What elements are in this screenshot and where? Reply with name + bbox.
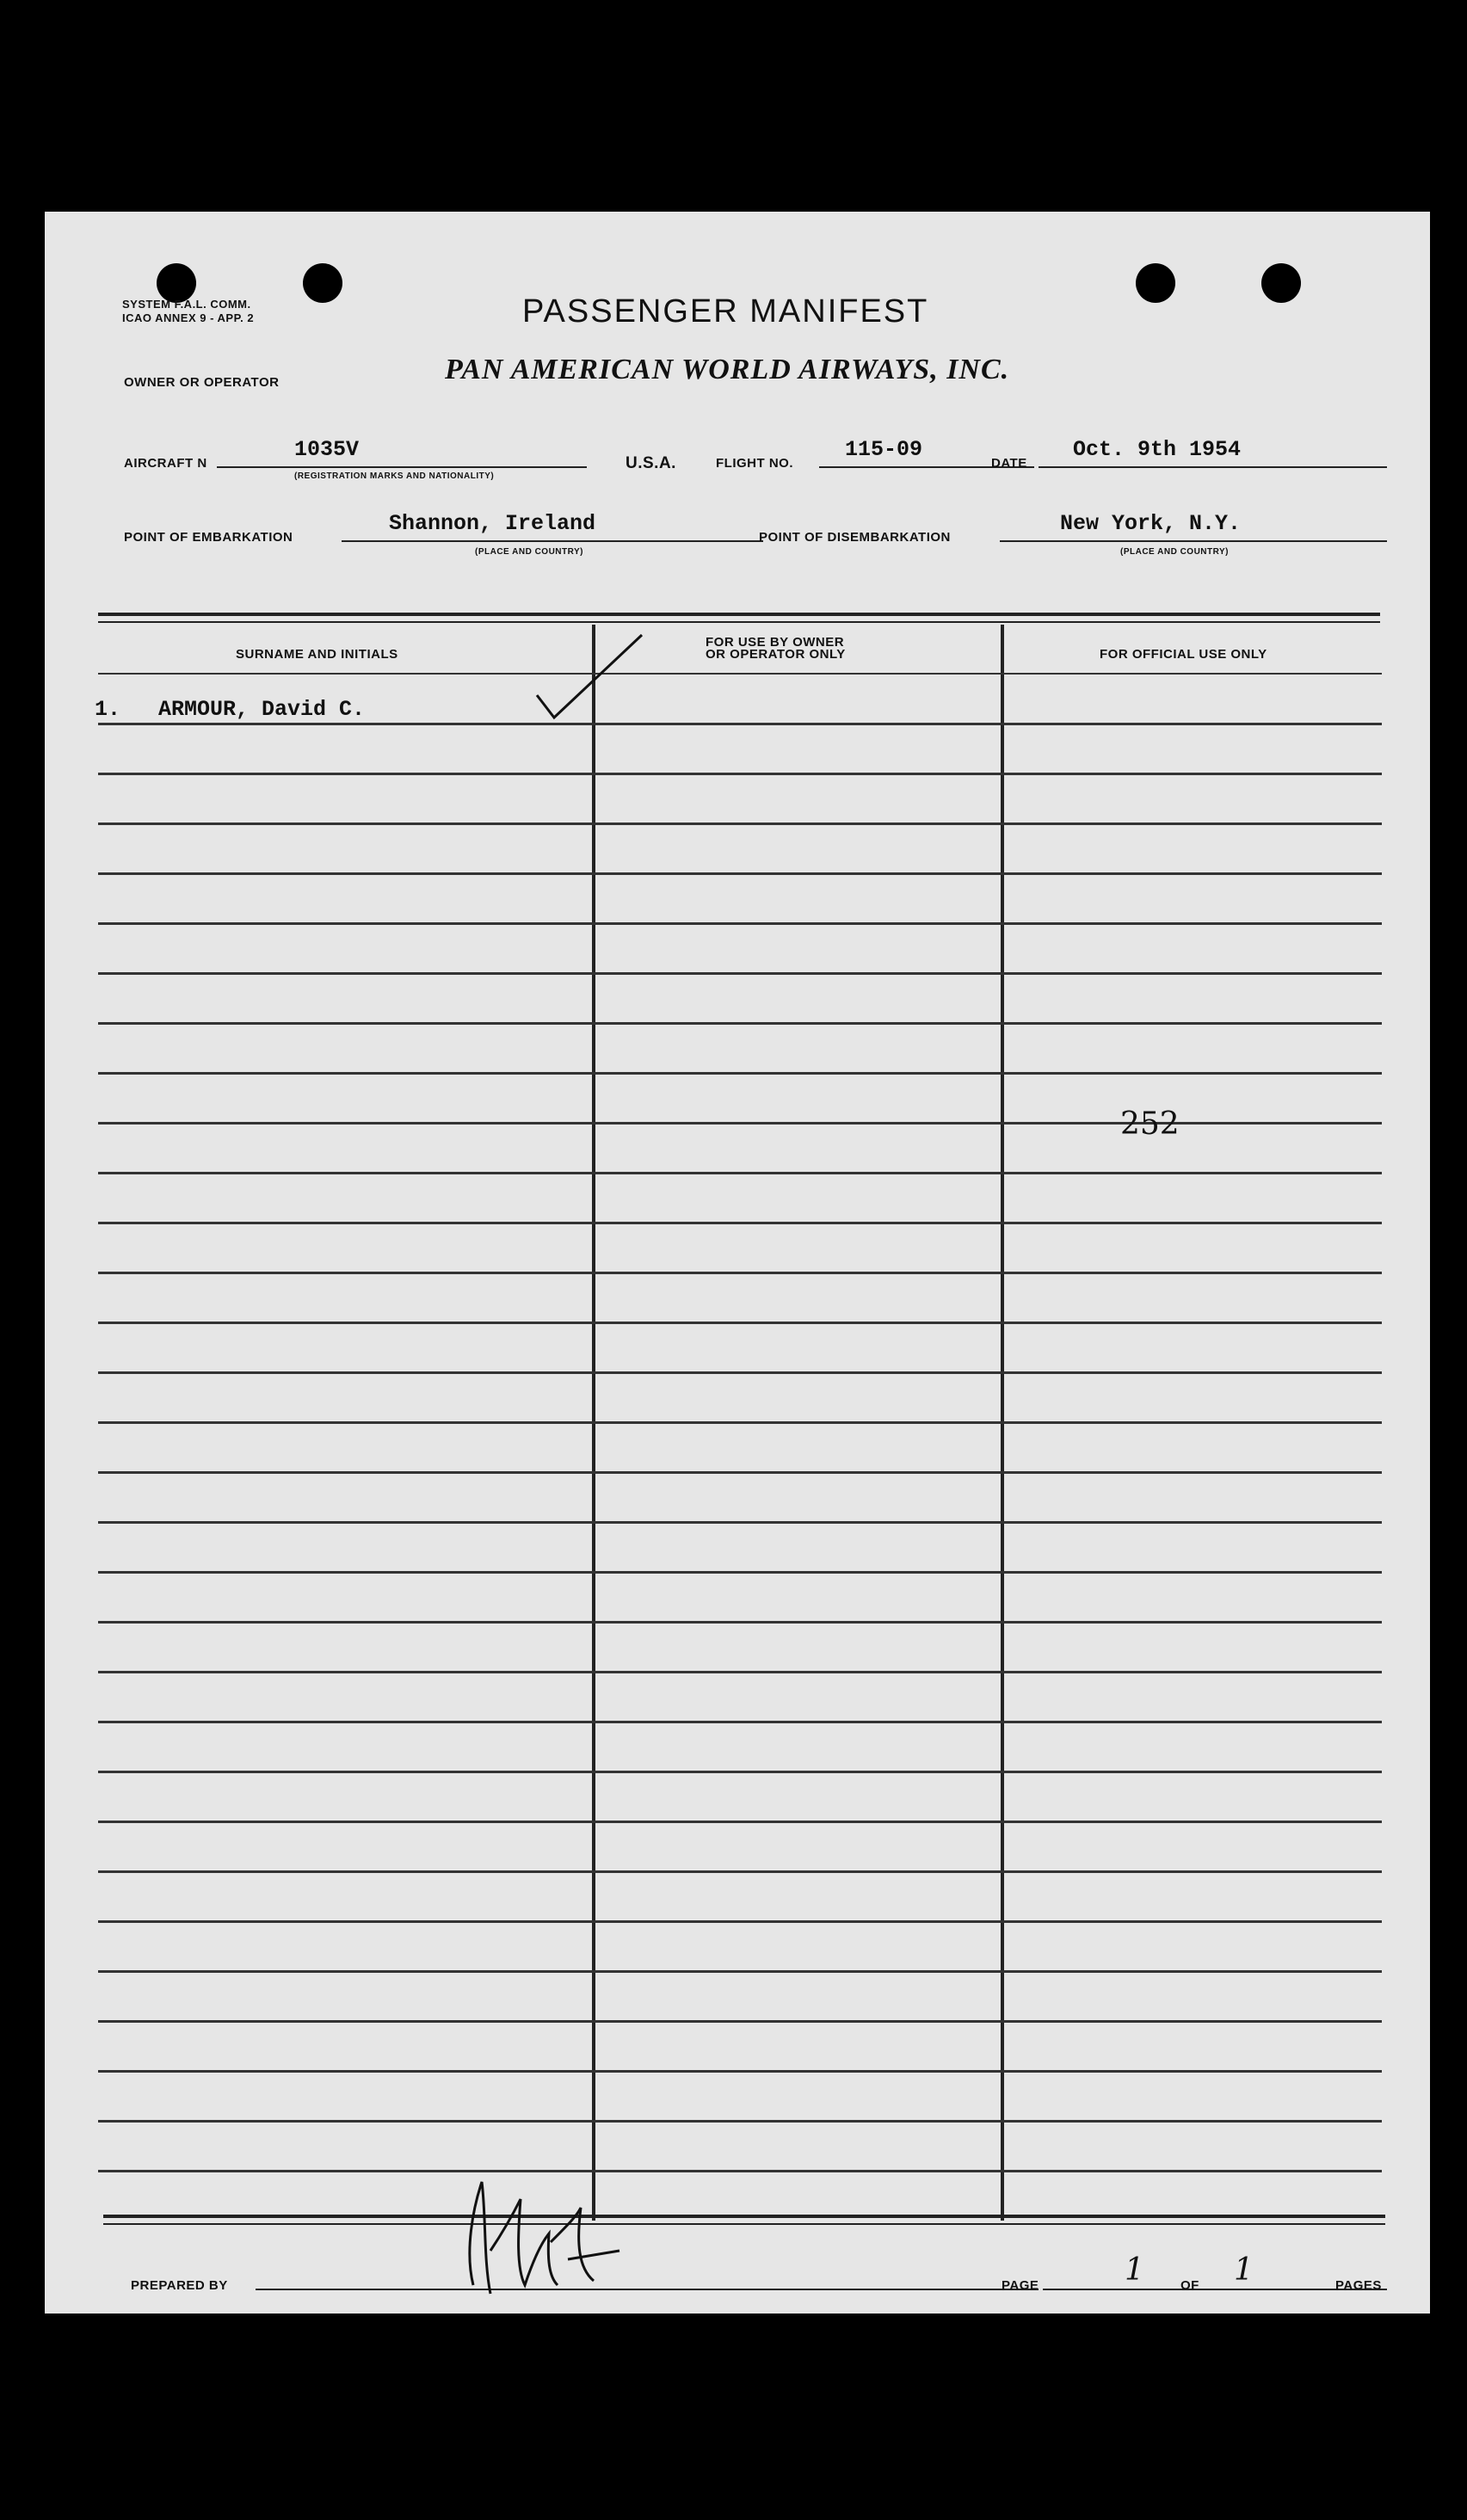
table-row-line	[98, 823, 1382, 825]
disembark-label: POINT OF DISEMBARKATION	[759, 530, 951, 545]
table-row-line	[98, 1222, 1382, 1224]
table-top-rule-2	[98, 621, 1380, 623]
system-note-line2: ICAO ANNEX 9 - APP. 2	[122, 311, 255, 324]
table-row-line	[98, 972, 1382, 975]
table-row-line	[98, 1521, 1382, 1524]
table-row-line	[98, 1920, 1382, 1923]
usa-label: U.S.A.	[626, 454, 676, 472]
table-row-line	[98, 872, 1382, 875]
entry-number: 1.	[95, 697, 121, 722]
flight-label: FLIGHT NO.	[716, 456, 793, 471]
owner-value: PAN AMERICAN WORLD AIRWAYS, INC.	[445, 354, 1010, 385]
table-row-line	[98, 1421, 1382, 1424]
date-value: Oct. 9th 1954	[1073, 437, 1242, 462]
page-title: PASSENGER MANIFEST	[522, 293, 929, 330]
embark-underline	[342, 540, 763, 542]
owner-label: OWNER OR OPERATOR	[124, 375, 280, 390]
table-bottom-rule-1	[103, 2215, 1385, 2218]
pages-label: PAGES	[1335, 2278, 1382, 2293]
table-row-line	[98, 1022, 1382, 1025]
disembark-sublabel: (PLACE AND COUNTRY)	[1120, 547, 1229, 557]
table-row-line	[98, 1671, 1382, 1673]
prepared-label: PREPARED BY	[131, 2278, 228, 2293]
official-number-stamp: 252	[1120, 1106, 1180, 1142]
embark-label: POINT OF EMBARKATION	[124, 530, 293, 545]
table-row-line	[98, 1771, 1382, 1773]
table-row-line	[98, 1172, 1382, 1174]
table-row-line	[98, 773, 1382, 775]
table-row-line	[98, 2170, 1382, 2172]
table-bottom-rule-2	[103, 2223, 1385, 2225]
col3-header: FOR OFFICIAL USE ONLY	[1100, 647, 1267, 662]
table-row-line	[98, 1122, 1382, 1124]
flight-value: 115-09	[845, 437, 923, 462]
table-row-line	[98, 2070, 1382, 2073]
table-row-line	[98, 1721, 1382, 1723]
system-note-line1: SYSTEM F.A.L. COMM.	[122, 298, 251, 311]
punch-hole-2	[303, 263, 342, 303]
table-top-rule-1	[98, 613, 1380, 616]
table-row-line	[98, 2020, 1382, 2023]
signature-icon	[447, 2156, 628, 2302]
aircraft-underline	[217, 466, 587, 468]
page-label: PAGE	[1002, 2278, 1039, 2293]
embark-sublabel: (PLACE AND COUNTRY)	[475, 547, 583, 557]
table-row-line	[98, 922, 1382, 925]
table-row-line	[98, 723, 1382, 725]
of-label: OF	[1180, 2278, 1199, 2293]
punch-hole-3	[1136, 263, 1175, 303]
col2-header-line2: OR OPERATOR ONLY	[706, 647, 846, 662]
table-row-line	[98, 1821, 1382, 1823]
prepared-underline	[256, 2289, 1039, 2290]
table-row-line	[98, 1371, 1382, 1374]
date-underline	[1039, 466, 1387, 468]
aircraft-value: 1035V	[294, 437, 360, 462]
table-row-line	[98, 673, 1382, 675]
table-row-line	[98, 1970, 1382, 1973]
table-row-line	[98, 1571, 1382, 1574]
table-row-line	[98, 1471, 1382, 1474]
manifest-sheet	[45, 212, 1430, 2314]
table-row-line	[98, 1072, 1382, 1075]
punch-hole-4	[1261, 263, 1301, 303]
disembark-value: New York, N.Y.	[1060, 511, 1242, 536]
table-row-line	[98, 1272, 1382, 1274]
embark-value: Shannon, Ireland	[389, 511, 596, 536]
table-row-line	[98, 1322, 1382, 1324]
aircraft-sublabel: (REGISTRATION MARKS AND NATIONALITY)	[294, 471, 495, 481]
table-row-line	[98, 2120, 1382, 2123]
page-value: 1	[1125, 2252, 1144, 2288]
table-row-line	[98, 1621, 1382, 1624]
date-label: DATE	[991, 456, 1027, 471]
entry-name: ARMOUR, David C.	[158, 697, 366, 722]
col2-header-line1: FOR USE BY OWNER	[706, 635, 845, 650]
col1-header: SURNAME AND INITIALS	[236, 647, 398, 662]
aircraft-label: AIRCRAFT N	[124, 456, 207, 471]
disembark-underline	[1000, 540, 1387, 542]
table-row-line	[98, 1870, 1382, 1873]
of-value: 1	[1234, 2252, 1254, 2288]
checkmark-icon	[533, 628, 654, 723]
